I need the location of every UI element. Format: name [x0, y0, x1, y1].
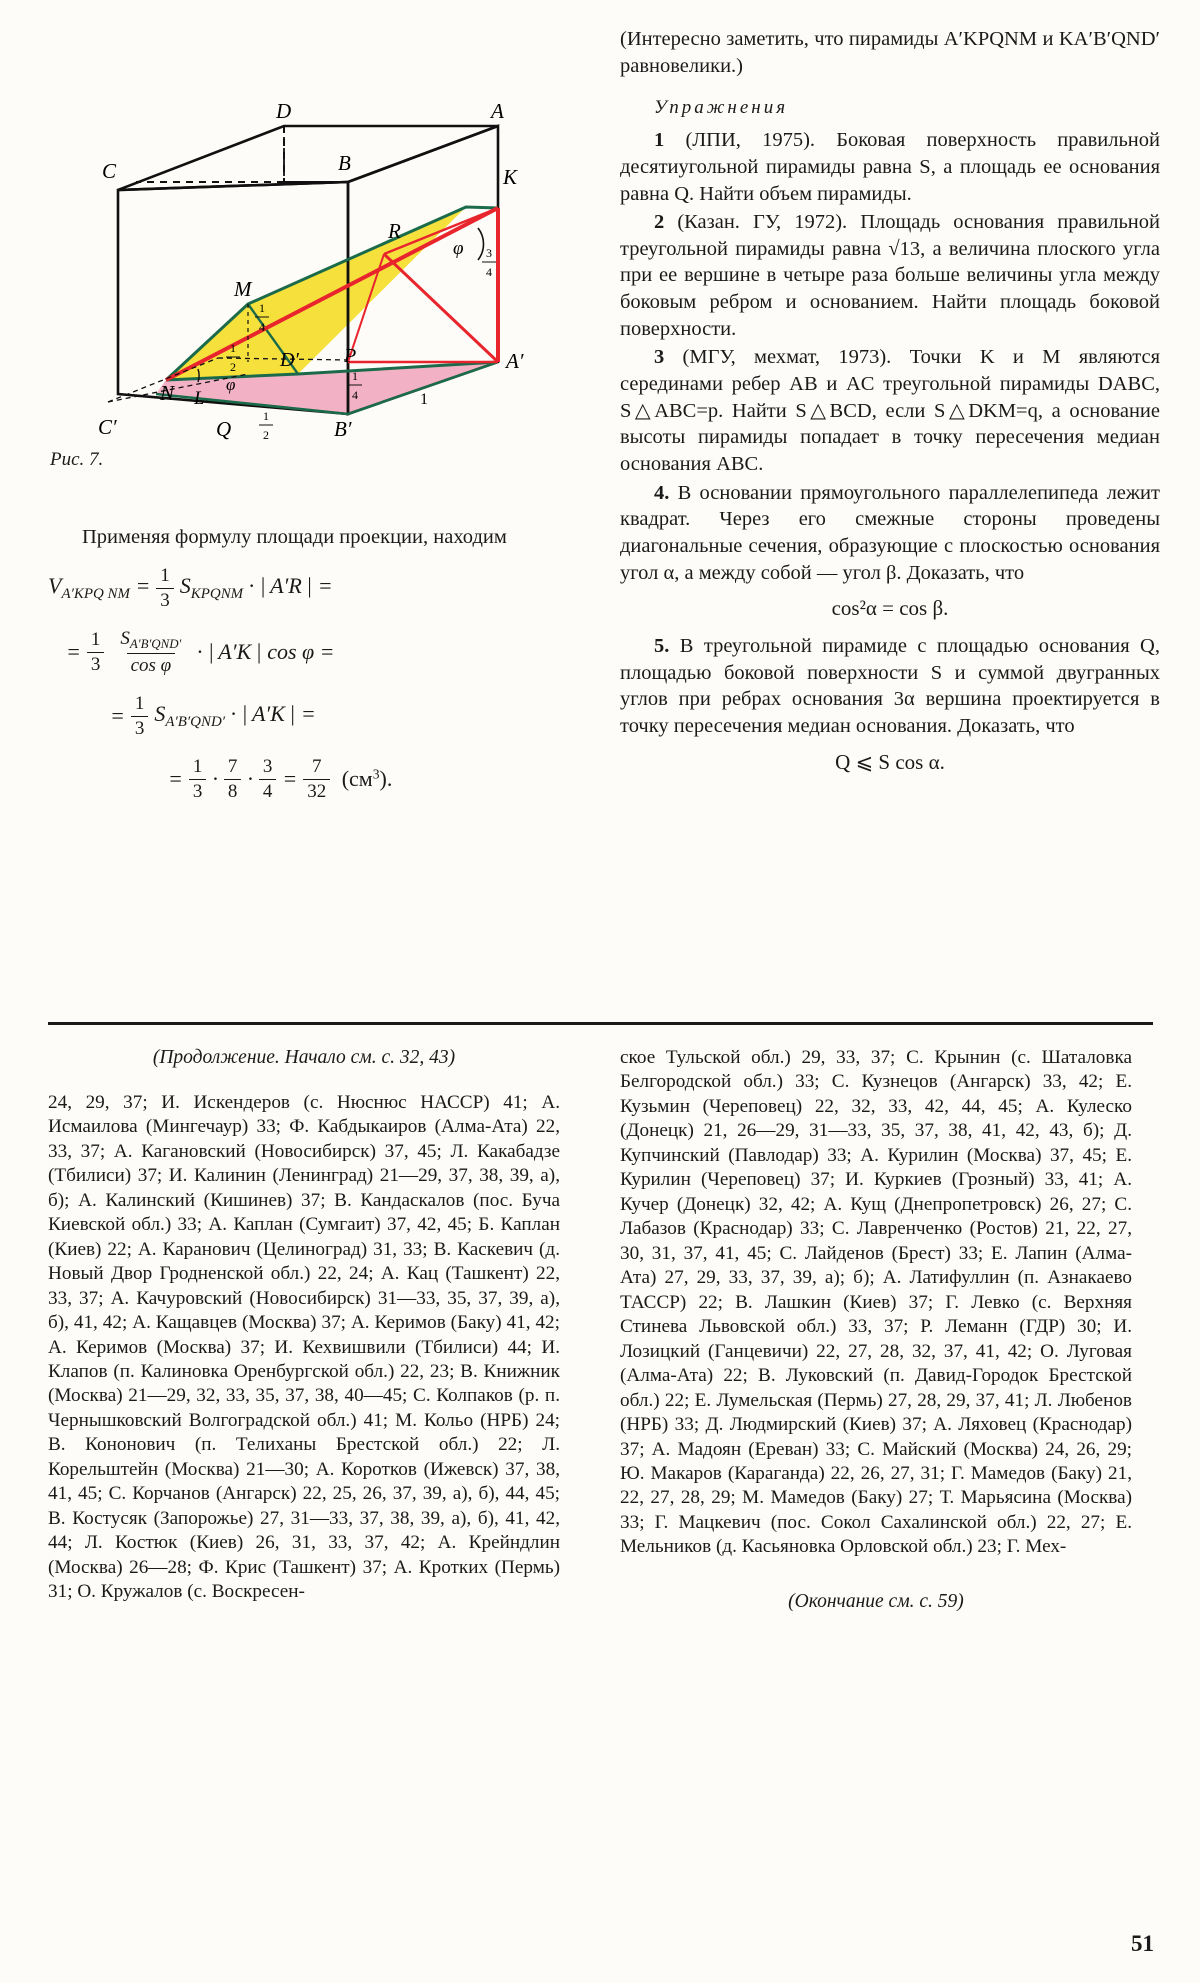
formula-line-1: $V_{A'KPQ NM}$ = $\frac{1}{3}$ $S_{KPQNM}$ · | A′R | = — [48, 564, 333, 611]
svg-text:Q: Q — [216, 417, 232, 441]
continuation-note: (Продолжение. Начало см. с. 32, 43) — [152, 1047, 456, 1068]
svg-text:A′: A′ — [506, 349, 524, 373]
svg-text:1: 1 — [230, 341, 236, 355]
problem-3 — [620, 344, 1160, 477]
svg-text:4: 4 — [486, 265, 492, 279]
svg-text:C: C — [102, 159, 117, 183]
exercises-heading: Упражнения — [654, 97, 789, 119]
svg-text:C′: C′ — [98, 415, 117, 439]
svg-text:2: 2 — [230, 360, 236, 374]
problem-1-number: 1 — [654, 129, 665, 152]
svg-text:1: 1 — [263, 409, 269, 423]
formula-block — [48, 565, 588, 803]
bottom-area — [0, 1046, 1200, 1966]
problem-4-formula: cos²α = cos β. — [831, 596, 949, 621]
names-text-right: ское Тульской обл.) 29, 33, 37; С. Крынин (с. Шаталовка Белгородской обл.) 33; С. Кузнецов (Ангарск) 33, 42; Е. Кузьмин (Череповец) 22, 32, 33, 42, 44, 45; А. Кулеско (Донецк) 21, 26—29, 31—33, 35, 37, 38, 41, 42, 43, б); Д. Купчинский (Павлодар) 33; А. Курилин (Москва) 37, 45; Е. Курилин (Череповец) 37; И. Куркиев (Грозный) 33, 41; А. Кучер (Донецк) 32, 42; А. Кущ (Днепропетровск) 26, 27; С. Лабазов (Краснодар) 33; С. Лавренченко (Ростов) 21, 22, 27, 30, 31, 37, 41, 45; С. Лайденов (Брест) 33; Е. Лапин (Алма-Ата) 27, 29, 33, 37, 39, а); б); А. Латифуллин (п. Азнакаево ТАССР) 22; В. Лашкин (Киев) 37; Г. Левко (с. Верхняя Стинева Львовской обл.) 33, 37; Р. Леманн (ГДР) 30; И. Лозицкий (Ганцевичи) 22, 27, 28, 32, 37, 41, 42; О. Луговая (Алма-Ата) 22; В. Луковский (п. Давид-Городок Брестской обл.) 22; Е. Лумельская (Пермь) 27, 28, 29, 37, 41; Л. Любенов (НРБ) 33; Д. Людмирский (Киев) 37; А. Ляховец (Краснодар) 37; А. Мадоян (Ереван) 33; С. Майский (Москва) 24, 26, 29; Ю. Макаров (Караганда) 22, 26, 27, 31; Г. Мамедов (Баку) 21, 22, 27, 28, 29; М. Мамедов (Баку) 27; Т. Марьясина (Москва) 33; Г. Мацкевич (пос. Сокол Сахалинской обл.) 22, 27; Е. Мельников (д. Касьяновка Орловской обл.) 23; Г. Мех- — [620, 1047, 1132, 1558]
problem-4 — [620, 480, 1160, 587]
names-column-left — [48, 1046, 560, 1605]
section-divider — [48, 1022, 1153, 1025]
formula-line-4: = $\frac{1}{3}$ · $\frac{7}{8}$ · $\frac{3}{4}$ = $\frac{7}{32}$ $(см^3)$. — [168, 755, 393, 802]
svg-text:4: 4 — [352, 388, 358, 402]
problem-1-text: (ЛПИ, 1975). Боковая поверхность правильной десятиугольной пирамиды равна S, а площадь ее основания равна Q. Найти объем пирамиды. — [620, 129, 1160, 205]
svg-text:3: 3 — [486, 246, 492, 260]
yellow-face — [166, 207, 466, 380]
svg-text:L: L — [194, 388, 205, 409]
cube-diagram-svg — [48, 22, 588, 442]
svg-text:φ: φ — [453, 238, 464, 259]
svg-text:K: K — [503, 165, 518, 189]
right-column — [620, 26, 1160, 787]
svg-text:B′: B′ — [334, 417, 352, 441]
problem-3-text: (МГУ, мехмат, 1973). Точки K и M являются серединами ребер AB и AC треугольной пирамиды DABC, S△ABC=p. Найти S△BCD, если S△DKM=q, а основание высоты пирамиды попадает в точку пересечения медиан основания ABC. — [620, 346, 1160, 475]
problem-5-number: 5. — [654, 635, 670, 658]
geometry-figure — [48, 22, 588, 502]
figure-caption: Рис. 7. — [50, 449, 104, 470]
svg-text:1: 1 — [352, 369, 358, 383]
problem-5-formula: Q ⩽ S cos α. — [835, 749, 945, 774]
svg-text:B: B — [338, 151, 351, 175]
problem-2 — [620, 209, 1160, 342]
svg-text:A: A — [491, 99, 504, 123]
problem-2-number: 2 — [654, 211, 665, 234]
svg-text:N: N — [160, 381, 175, 405]
problem-1 — [620, 127, 1160, 207]
formula-line-2: = $\frac{1}{3}$ $\frac{S_{A'B'QND'}}{\text{cos φ}}$ · | A′K | cos φ = — [66, 627, 335, 676]
svg-text:1: 1 — [259, 301, 265, 315]
svg-text:2: 2 — [263, 428, 269, 442]
svg-text:D′: D′ — [280, 349, 299, 371]
svg-text:φ: φ — [226, 375, 236, 394]
intro-note: (Интересно заметить, что пирамиды A′KPQNM и KA′B′QND′ равновелики.) — [620, 28, 1160, 77]
formula-intro: Применяя формулу площади проекции, находим — [82, 526, 507, 548]
formula-line-3: = $\frac{1}{3}$ $S_{A'B'QND'}$ · | A′K | = — [110, 692, 316, 739]
svg-text:4: 4 — [259, 320, 265, 334]
svg-text:M: M — [234, 277, 252, 301]
names-column-right — [620, 1046, 1132, 1615]
svg-text:1: 1 — [420, 391, 428, 408]
problem-5-text: В треугольной пирамиде с площадью основания Q, площадью боковой поверхности S и суммой двугранных углов при ребрах основания 3α вершина проектируется в точку пересечения медиан основания. Доказать, что — [620, 635, 1160, 738]
names-text-left: 24, 29, 37; И. Искендеров (с. Нюснюс НАССР) 41; А. Исмаилова (Мингечаур) 33; Ф. Кабдыкаиров (Алма-Ата) 22, 33, 37; А. Кагановский (Новосибирск) 37, 45; Л. Какабадзе (Тбилиси) 37; И. Калинин (Ленинград) 21—29, 37, 38, 39, а), б); А. Калинский (Кишинев) 37; В. Кандаскалов (пос. Буча Киевской обл.) 33; А. Каплан (Сумгаит) 37, 42, 45; Б. Каплан (Киев) 22; А. Каранович (Целиноград) 31, 33; В. Каскевич (д. Новый Двор Гродненской обл.) 22, 24; А. Кац (Ташкент) 22, 33, 37; А. Качуровский (Новосибирск) 31—33, 35, 37, 39, а), б), 41, 42; А. Кащавцев (Москва) 37; А. Керимов (Баку) 41, 42; А. Керимов (Москва) 37; И. Кехвишвили (Тбилиси) 44; И. Клапов (п. Калиновка Оренбургской обл.) 22, 23; В. Книжник (Москва) 21—29, 32, 33, 35, 37, 38, 40—45; С. Колпаков (р. п. Чернышковский Волгоградской обл.) 41; М. Кольо (НРБ) 24; В. Кононович (п. Телиханы Брестской обл.) 22; Л. Корельштейн (Москва) 21—30; А. Коротков (Ижевск) 37, 38, 41, 45; С. Корчанов (Ангарск) 22, 25, 26, 37, 39, а), б), 44, 45; В. Костусяк (Запорожье) 27, 31—33, 37, 38, 39, а), б), 41, 42, 44; Л. Костюк (Киев) 26, 31, 33, 37, 42; А. Крейндлин (Москва) 26—28; Ф. Крис (Ташкент) 37; А. Кротких (Пермь) 31; О. Кружалов (с. Воскресен- — [48, 1091, 560, 1603]
svg-text:D: D — [276, 99, 292, 123]
problem-4-text: В основании прямоугольного параллелепипеда лежит квадрат. Через его смежные стороны проведены диагональные сечения, образующие с плоскостью основания угол α, а между собой — угол β. Доказать, что — [620, 481, 1160, 584]
problem-2-text: (Казан. ГУ, 1972). Площадь основания правильной треугольной пирамиды равна √13, а величина плоского угла при ее вершине в четыре раза больше величины угла между боковым ребром и основанием. Найти площадь боковой поверхности. — [620, 211, 1160, 340]
svg-text:R: R — [388, 219, 401, 243]
end-note: (Окончание см. с. 59) — [788, 1590, 964, 1612]
svg-text:P: P — [344, 345, 357, 367]
problem-5 — [620, 633, 1160, 740]
problem-4-number: 4. — [654, 481, 670, 504]
problem-3-number: 3 — [654, 346, 665, 369]
page-number: 51 — [1131, 1931, 1154, 1956]
left-column — [48, 22, 588, 819]
